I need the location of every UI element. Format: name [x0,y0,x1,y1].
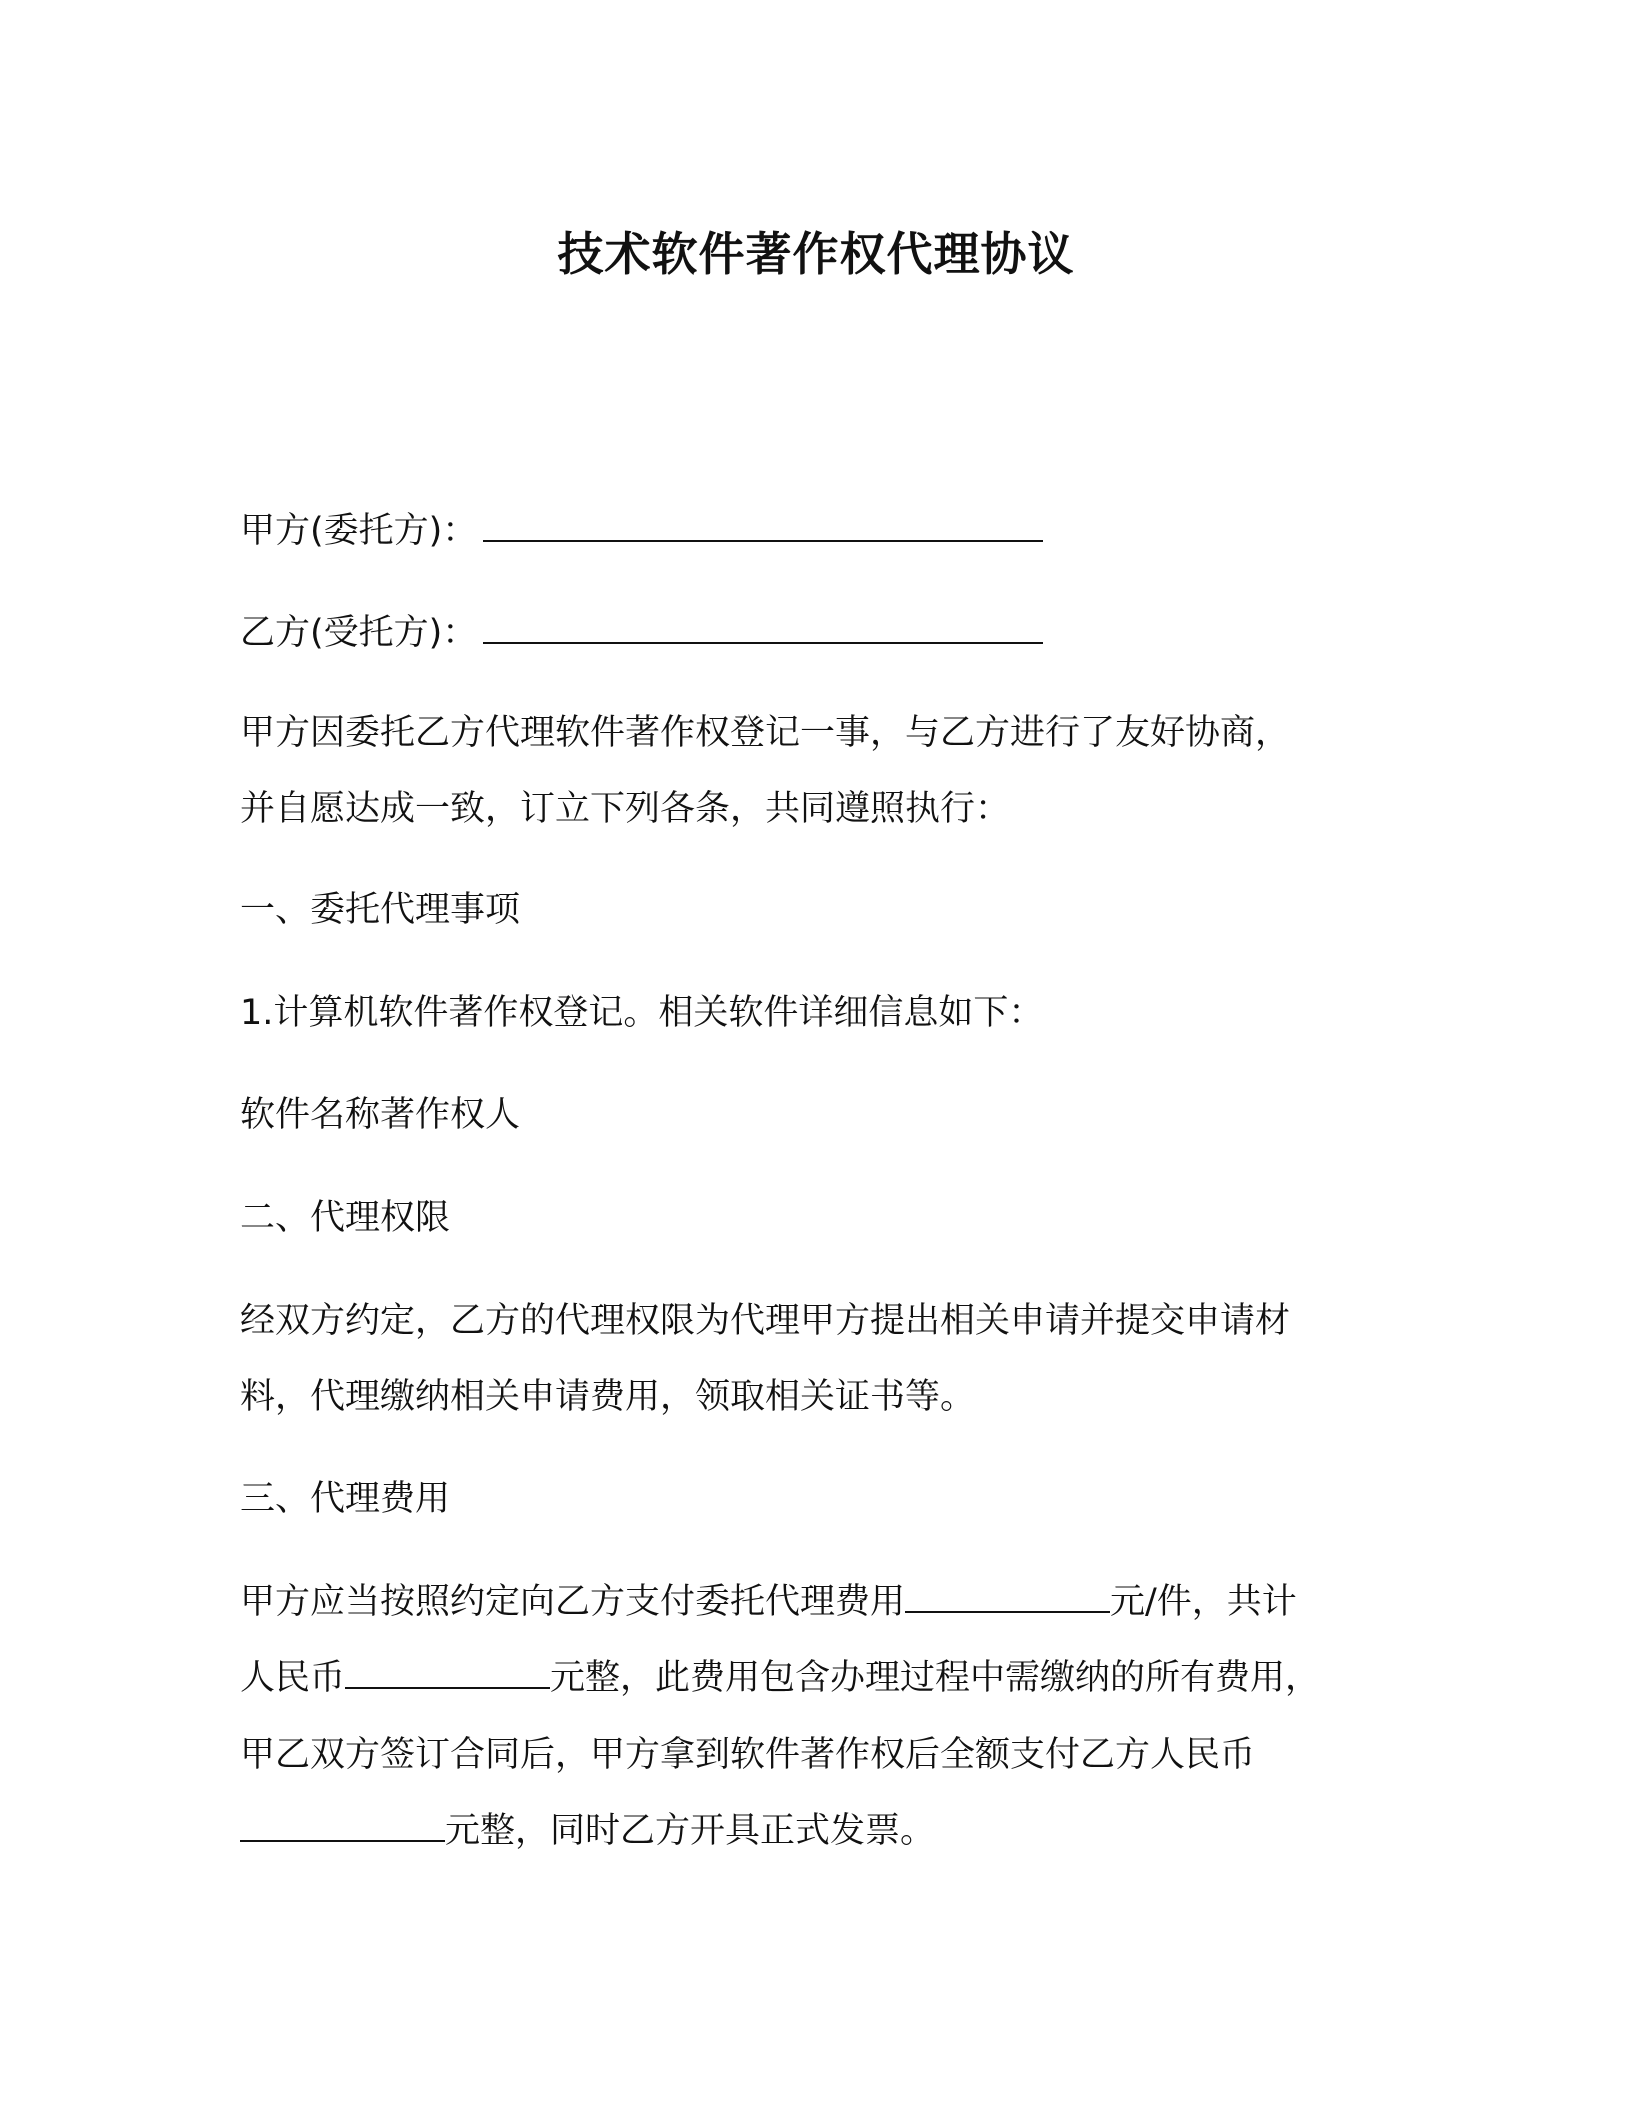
section2-heading: 二、代理权限 [240,1198,451,1238]
section2-body-line-2: 料，代理缴纳相关申请费用，领取相关证书等。 [240,1377,976,1417]
document-title: 技术软件著作权代理协议 [557,227,1075,281]
party-a-blank[interactable] [483,506,1043,542]
party-b-label: 乙方(受托方)： [240,613,478,653]
party-b-line [240,608,1043,658]
section3-heading: 三、代理费用 [240,1479,451,1519]
section3-line-3: 甲乙双方签订合同后，甲方拿到软件著作权后全额支付乙方人民币 [240,1735,1256,1775]
payment-text-b: 元整，同时乙方开具正式发票。 [445,1811,936,1851]
total-text-b: 元整，此费用包含办理过程中需缴纳的所有费用， [550,1658,1321,1698]
total-fee-blank[interactable] [345,1653,550,1689]
party-a-label: 甲方(委托方)： [240,511,478,551]
payment-amount-blank[interactable] [240,1806,445,1842]
section3-line-4 [240,1806,935,1856]
fee-per-item-blank[interactable] [905,1577,1110,1613]
fee-text-a: 甲方应当按照约定向乙方支付委托代理费用 [240,1582,906,1622]
section3-line-2 [240,1653,1320,1703]
fee-text-b: 元/件，共计 [1110,1582,1297,1622]
intro-line-2: 并自愿达成一致，订立下列各条，共同遵照执行： [240,789,1011,829]
section2-body-line-1: 经双方约定，乙方的代理权限为代理甲方提出相关申请并提交申请材 [240,1301,1291,1341]
party-b-blank[interactable] [483,608,1043,644]
party-a-line [240,506,1043,556]
total-text-a: 人民币 [240,1658,346,1698]
section3-line-1 [240,1577,1297,1627]
section1-heading: 一、委托代理事项 [240,890,521,930]
intro-line-1: 甲方因委托乙方代理软件著作权登记一事，与乙方进行了友好协商， [240,713,1291,753]
software-table-header: 软件名称著作权人 [240,1095,521,1135]
section1-item1: 1.计算机软件著作权登记。相关软件详细信息如下： [240,993,1044,1033]
